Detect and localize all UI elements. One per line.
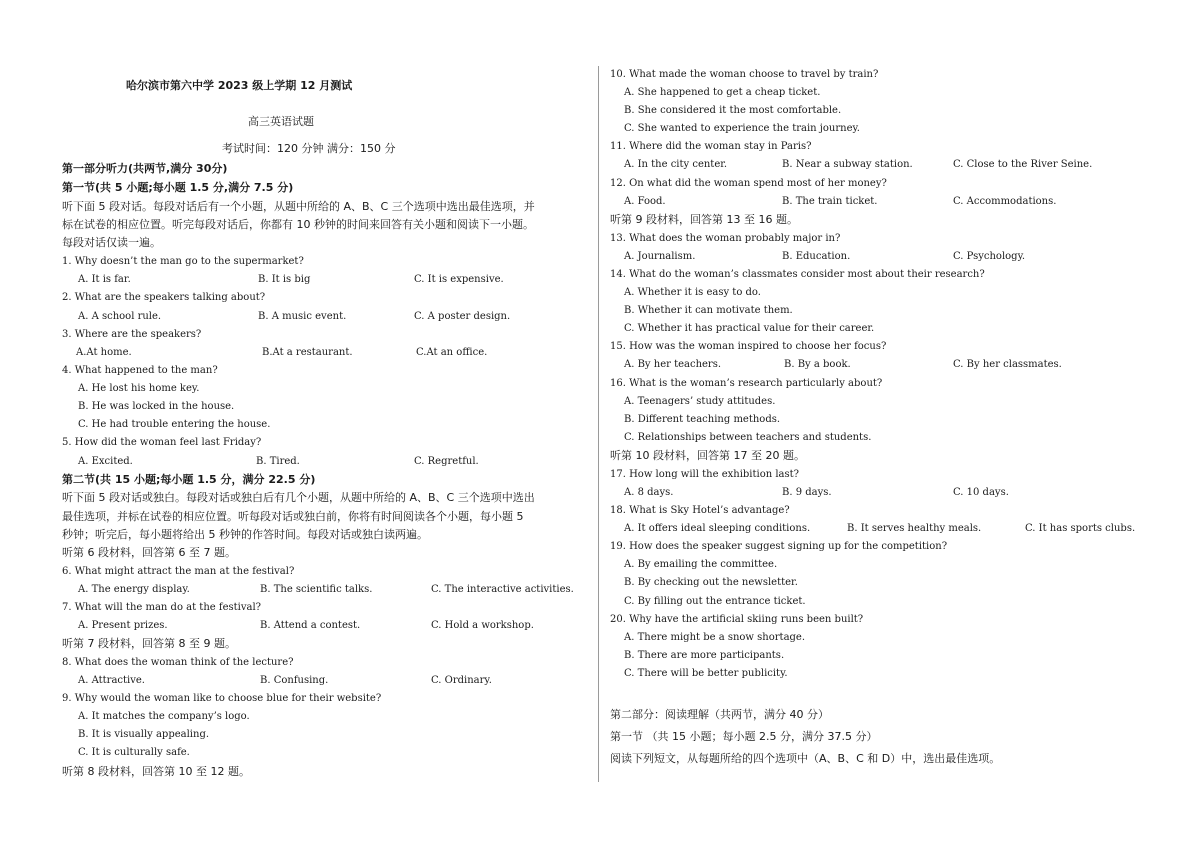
question-20: 20. Why have the artificial skiing runs been built? bbox=[610, 614, 864, 625]
option-a[interactable]: A. There might be a snow shortage. bbox=[624, 632, 806, 643]
option-b[interactable]: B. It is big bbox=[258, 274, 311, 285]
option-c[interactable]: C. A poster design. bbox=[414, 311, 511, 322]
option-c[interactable]: C. Whether it has practical value for their career. bbox=[624, 323, 875, 334]
option-b[interactable]: B. 9 days. bbox=[782, 487, 832, 498]
question-4: 4. What happened to the man? bbox=[62, 365, 218, 376]
option-c[interactable]: C. She wanted to experience the train journey. bbox=[624, 123, 860, 134]
question-16: 16. What is the woman’s research particularly about? bbox=[610, 378, 883, 389]
question-10: 10. What made the woman choose to travel by train? bbox=[610, 69, 879, 80]
material-7-instruction: 听第 7 段材料，回答第 8 至 9 题。 bbox=[62, 637, 236, 650]
option-a[interactable]: A. 8 days. bbox=[624, 487, 674, 498]
option-b[interactable]: B. Confusing. bbox=[260, 675, 329, 686]
part1-heading: 第一部分听力(共两节,满分 30分) bbox=[62, 162, 228, 175]
part1-section1-heading: 第一节(共 5 小题;每小题 1.5 分,满分 7.5 分) bbox=[62, 181, 294, 194]
question-9: 9. Why would the woman like to choose blue for their website? bbox=[62, 693, 382, 704]
section1-instruction-line: 听下面 5 段对话。每段对话后有一个小题，从题中所给的 A、B、C 三个选项中选出最佳选项，并 bbox=[62, 200, 535, 213]
option-c[interactable]: C. Regretful. bbox=[414, 456, 479, 467]
section1-instruction-line: 每段对话仅读一遍。 bbox=[62, 236, 161, 249]
option-a[interactable]: A. Present prizes. bbox=[78, 620, 168, 631]
section1-instruction-line: 标在试卷的相应位置。听完每段对话后，你都有 10 秒钟的时间来回答有关小题和阅读下一小题。 bbox=[62, 218, 534, 231]
exam-info: 考试时间：120 分钟 满分：150 分 bbox=[222, 142, 396, 155]
material-10-instruction: 听第 10 段材料，回答第 17 至 20 题。 bbox=[610, 449, 805, 462]
question-18: 18. What is Sky Hotel’s advantage? bbox=[610, 505, 790, 516]
option-c[interactable]: C. It is expensive. bbox=[414, 274, 504, 285]
option-b[interactable]: B. It serves healthy meals. bbox=[847, 523, 982, 534]
option-b[interactable]: B. It is visually appealing. bbox=[78, 729, 210, 740]
question-19: 19. How does the speaker suggest signing up for the competition? bbox=[610, 541, 948, 552]
option-b[interactable]: B. Education. bbox=[782, 251, 851, 262]
option-a[interactable]: A.At home. bbox=[76, 347, 132, 358]
material-6-instruction: 听第 6 段材料，回答第 6 至 7 题。 bbox=[62, 546, 236, 559]
question-17: 17. How long will the exhibition last? bbox=[610, 469, 800, 480]
part2-heading: 第二部分：阅读理解（共两节，满分 40 分） bbox=[610, 708, 829, 721]
material-9-instruction: 听第 9 段材料，回答第 13 至 16 题。 bbox=[610, 213, 798, 226]
option-b[interactable]: B. He was locked in the house. bbox=[78, 401, 235, 412]
option-c[interactable]: C. The interactive activities. bbox=[431, 584, 574, 595]
question-2: 2. What are the speakers talking about? bbox=[62, 292, 266, 303]
part2-instruction: 阅读下列短文，从每题所给的四个选项中（A、B、C 和 D）中，选出最佳选项。 bbox=[610, 752, 1001, 765]
option-b[interactable]: B. By a book. bbox=[784, 359, 851, 370]
question-5: 5. How did the woman feel last Friday? bbox=[62, 437, 262, 448]
option-b[interactable]: B. The train ticket. bbox=[782, 196, 878, 207]
option-c[interactable]: C. Psychology. bbox=[953, 251, 1026, 262]
option-a[interactable]: A. It offers ideal sleeping conditions. bbox=[624, 523, 811, 534]
exam-subtitle: 高三英语试题 bbox=[248, 115, 314, 128]
option-b[interactable]: B. Attend a contest. bbox=[260, 620, 361, 631]
option-a[interactable]: A. A school rule. bbox=[78, 311, 162, 322]
option-a[interactable]: A. It is far. bbox=[78, 274, 131, 285]
option-a[interactable]: A. Food. bbox=[624, 196, 666, 207]
question-8: 8. What does the woman think of the lecture? bbox=[62, 657, 294, 668]
option-c[interactable]: C. There will be better publicity. bbox=[624, 668, 788, 679]
option-c[interactable]: C. He had trouble entering the house. bbox=[78, 419, 271, 430]
option-a[interactable]: A. In the city center. bbox=[624, 159, 728, 170]
option-a[interactable]: A. By her teachers. bbox=[624, 359, 722, 370]
option-b[interactable]: B. Different teaching methods. bbox=[624, 414, 781, 425]
option-c[interactable]: C.At an office. bbox=[416, 347, 488, 358]
question-14: 14. What do the woman’s classmates consider most about their research? bbox=[610, 269, 985, 280]
option-b[interactable]: B. Tired. bbox=[256, 456, 300, 467]
part2-section1-heading: 第一节 （共 15 小题；每小题 2.5 分，满分 37.5 分） bbox=[610, 730, 878, 743]
option-c[interactable]: C. Accommodations. bbox=[953, 196, 1057, 207]
question-13: 13. What does the woman probably major in? bbox=[610, 233, 841, 244]
option-a[interactable]: A. The energy display. bbox=[78, 584, 190, 595]
option-b[interactable]: B. She considered it the most comfortable. bbox=[624, 105, 842, 116]
question-6: 6. What might attract the man at the festival? bbox=[62, 566, 295, 577]
option-c[interactable]: C. Hold a workshop. bbox=[431, 620, 534, 631]
option-a[interactable]: A. By emailing the committee. bbox=[624, 559, 778, 570]
section2-instruction-line: 最佳选项，并标在试卷的相应位置。听每段对话或独白前，你将有时间阅读各个小题，每小题 5 bbox=[62, 510, 524, 523]
option-b[interactable]: B. Near a subway station. bbox=[782, 159, 913, 170]
option-a[interactable]: A. Teenagers’ study attitudes. bbox=[624, 396, 776, 407]
option-c[interactable]: C. 10 days. bbox=[953, 487, 1009, 498]
option-a[interactable]: A. Whether it is easy to do. bbox=[624, 287, 761, 298]
option-a[interactable]: A. She happened to get a cheap ticket. bbox=[624, 87, 821, 98]
option-b[interactable]: B.At a restaurant. bbox=[262, 347, 353, 358]
material-8-instruction: 听第 8 段材料，回答第 10 至 12 题。 bbox=[62, 765, 250, 778]
column-divider bbox=[598, 66, 599, 782]
option-b[interactable]: B. Whether it can motivate them. bbox=[624, 305, 793, 316]
option-c[interactable]: C. Close to the River Seine. bbox=[953, 159, 1093, 170]
option-c[interactable]: C. Relationships between teachers and students. bbox=[624, 432, 872, 443]
option-b[interactable]: B. There are more participants. bbox=[624, 650, 785, 661]
option-c[interactable]: C. By her classmates. bbox=[953, 359, 1062, 370]
option-a[interactable]: A. Excited. bbox=[78, 456, 133, 467]
option-b[interactable]: B. By checking out the newsletter. bbox=[624, 577, 798, 588]
option-c[interactable]: C. It is culturally safe. bbox=[78, 747, 190, 758]
question-11: 11. Where did the woman stay in Paris? bbox=[610, 141, 812, 152]
option-b[interactable]: B. The scientific talks. bbox=[260, 584, 373, 595]
option-a[interactable]: A. He lost his home key. bbox=[78, 383, 200, 394]
question-15: 15. How was the woman inspired to choose her focus? bbox=[610, 341, 887, 352]
option-a[interactable]: A. Attractive. bbox=[78, 675, 145, 686]
option-c[interactable]: C. By filling out the entrance ticket. bbox=[624, 596, 806, 607]
section2-instruction-line: 听下面 5 段对话或独白。每段对话或独白后有几个小题，从题中所给的 A、B、C 三个选项中选出 bbox=[62, 491, 535, 504]
option-a[interactable]: A. It matches the company’s logo. bbox=[78, 711, 250, 722]
part1-section2-heading: 第二节(共 15 小题;每小题 1.5 分，满分 22.5 分) bbox=[62, 473, 316, 486]
question-7: 7. What will the man do at the festival? bbox=[62, 602, 262, 613]
option-a[interactable]: A. Journalism. bbox=[624, 251, 696, 262]
question-1: 1. Why doesn’t the man go to the supermarket? bbox=[62, 256, 304, 267]
option-c[interactable]: C. Ordinary. bbox=[431, 675, 492, 686]
option-c[interactable]: C. It has sports clubs. bbox=[1025, 523, 1136, 534]
option-b[interactable]: B. A music event. bbox=[258, 311, 347, 322]
section2-instruction-line: 秒钟；听完后，每小题将给出 5 秒钟的作答时间。每段对话或独白读两遍。 bbox=[62, 528, 428, 541]
question-3: 3. Where are the speakers? bbox=[62, 329, 202, 340]
exam-title: 哈尔滨市第六中学 2023 级上学期 12 月测试 bbox=[126, 79, 353, 92]
question-12: 12. On what did the woman spend most of her money? bbox=[610, 178, 887, 189]
